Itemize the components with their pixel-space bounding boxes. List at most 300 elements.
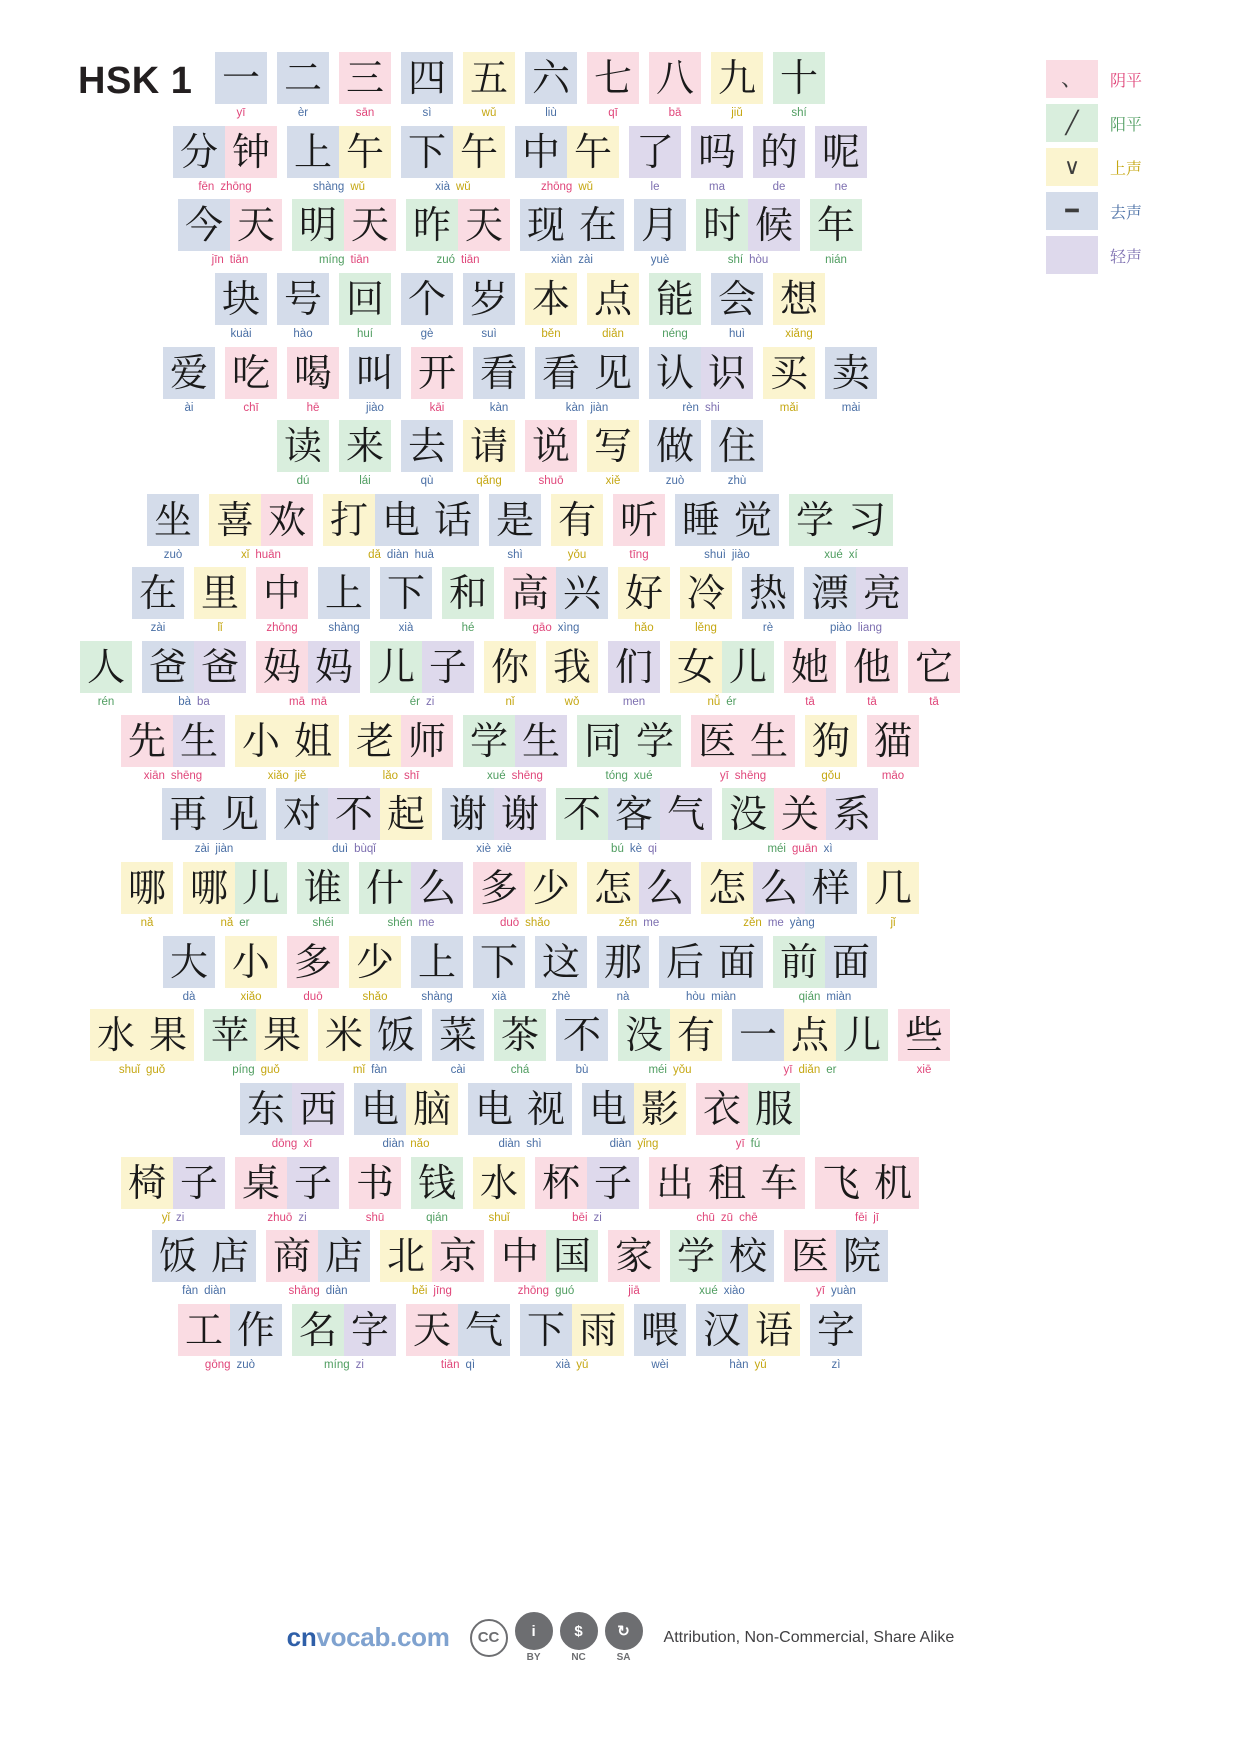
vocab-card[interactable]: [406, 1304, 510, 1372]
vocab-card[interactable]: [867, 715, 919, 783]
hanzi-character: 生: [173, 715, 225, 767]
vocab-card[interactable]: [711, 273, 763, 341]
vocab-card[interactable]: [649, 1157, 805, 1225]
vocab-card[interactable]: [401, 273, 453, 341]
vocab-card[interactable]: [773, 273, 825, 341]
vocab-card[interactable]: [634, 199, 686, 267]
hanzi-character: 见: [587, 347, 639, 399]
pinyin-group: [234, 107, 249, 120]
vocab-card[interactable]: [287, 347, 339, 415]
hanzi-character: 前: [773, 936, 825, 988]
pinyin-syllable: zi: [425, 696, 435, 709]
pinyin-syllable: duō: [303, 990, 323, 1003]
vocab-card[interactable]: [535, 936, 587, 1004]
hanzi-character: 系: [826, 788, 878, 840]
character-group: [680, 567, 732, 619]
vocab-card[interactable]: [463, 420, 515, 488]
vocab-card[interactable]: [147, 494, 199, 562]
vocab-card[interactable]: [473, 347, 525, 415]
vocab-card[interactable]: [173, 126, 277, 194]
character-group: [484, 641, 536, 693]
vocab-card[interactable]: [649, 347, 753, 415]
pinyin-syllable: méi: [767, 843, 786, 856]
vocab-card[interactable]: [722, 788, 878, 856]
pinyin-syllable: shēng: [511, 769, 543, 782]
hanzi-character: 中: [494, 1230, 546, 1282]
character-group: [520, 199, 624, 251]
pinyin-group: [192, 843, 237, 856]
vocab-card[interactable]: [204, 1009, 308, 1077]
hanzi-character: 租: [701, 1157, 753, 1209]
vocab-card[interactable]: [411, 1157, 463, 1225]
pinyin-syllable: bà: [178, 696, 191, 709]
pinyin-syllable: xià: [435, 180, 450, 193]
vocab-card[interactable]: [898, 1009, 950, 1077]
vocab-card[interactable]: [349, 715, 453, 783]
vocab-card[interactable]: [292, 199, 396, 267]
vocab-card[interactable]: [463, 715, 567, 783]
vocab-card[interactable]: [411, 936, 463, 1004]
pinyin-group: [818, 770, 843, 783]
pinyin-group: [380, 1138, 433, 1151]
vocab-card[interactable]: [276, 788, 432, 856]
vocab-card[interactable]: [463, 52, 515, 120]
pinyin-syllable: ér: [409, 696, 420, 709]
hanzi-character: 叫: [349, 347, 401, 399]
vocab-card[interactable]: [349, 936, 401, 1004]
pinyin-syllable: zuó: [436, 254, 455, 267]
character-group: [339, 52, 391, 104]
vocab-card[interactable]: [670, 641, 774, 709]
vocab-card[interactable]: [597, 936, 649, 1004]
vocab-card[interactable]: [401, 52, 453, 120]
vocab-card[interactable]: [649, 420, 701, 488]
hanzi-character: 不: [556, 788, 608, 840]
hanzi-character: 会: [711, 273, 763, 325]
vocab-card[interactable]: [489, 494, 541, 562]
vocab-card[interactable]: [287, 126, 391, 194]
pinyin-syllable: piào: [829, 622, 852, 635]
character-group: [380, 1230, 484, 1282]
vocab-card[interactable]: [318, 567, 370, 635]
vocab-card[interactable]: [292, 1304, 396, 1372]
pinyin-syllable: zhuō: [267, 1211, 293, 1224]
vocab-card[interactable]: [675, 494, 779, 562]
vocab-card[interactable]: [163, 347, 215, 415]
hanzi-character: 有: [670, 1009, 722, 1061]
pinyin-group: [484, 770, 546, 783]
vocab-card[interactable]: [287, 936, 339, 1004]
vocab-card[interactable]: [908, 641, 960, 709]
vocab-card[interactable]: [277, 273, 329, 341]
vocab-card[interactable]: [277, 52, 329, 120]
character-group: [525, 273, 577, 325]
character-group: [634, 1304, 686, 1356]
vocab-card[interactable]: [789, 494, 893, 562]
vocab-card[interactable]: [784, 641, 836, 709]
pinyin-group: [530, 622, 583, 635]
pinyin-syllable: diàn: [382, 1137, 405, 1150]
hanzi-character: 少: [349, 936, 401, 988]
vocab-card[interactable]: [380, 567, 432, 635]
vocab-card[interactable]: [815, 1157, 919, 1225]
pinyin-syllable: yǒu: [672, 1064, 692, 1077]
vocab-card[interactable]: [504, 567, 608, 635]
vocab-card[interactable]: [815, 126, 867, 194]
hanzi-character: 见: [214, 788, 266, 840]
hanzi-character: 没: [722, 788, 774, 840]
vocab-card[interactable]: [215, 273, 267, 341]
character-group: [773, 52, 825, 104]
legend-label: 去声: [1110, 204, 1143, 222]
character-group: [815, 126, 867, 178]
vocab-card[interactable]: [225, 347, 277, 415]
character-group: [670, 641, 774, 693]
vocab-card[interactable]: [323, 494, 479, 562]
pinyin-group: [396, 622, 417, 635]
pinyin-syllable: duì: [332, 843, 349, 856]
vocab-card[interactable]: [680, 567, 732, 635]
vocab-card[interactable]: [339, 52, 391, 120]
pinyin-group: [432, 181, 473, 194]
pinyin-syllable: nǎ: [220, 917, 234, 930]
character-group: [411, 347, 463, 399]
vocab-card[interactable]: [142, 641, 246, 709]
vocab-card[interactable]: [613, 494, 665, 562]
pinyin-syllable: tiān: [350, 254, 370, 267]
vocab-card[interactable]: [442, 788, 546, 856]
vocab-card[interactable]: [535, 1157, 639, 1225]
vocab-card[interactable]: [370, 641, 474, 709]
vocab-card[interactable]: [225, 936, 277, 1004]
tone-mark-icon: [1046, 236, 1098, 274]
vocab-card[interactable]: [235, 1157, 339, 1225]
vocab-card[interactable]: [696, 1083, 800, 1151]
pinyin-syllable: zuò: [236, 1358, 256, 1371]
character-group: [784, 1230, 888, 1282]
pinyin-group: [459, 622, 478, 635]
hanzi-character: 谢: [494, 788, 546, 840]
pinyin-group: [473, 475, 505, 488]
word-row: [0, 126, 1040, 194]
vocab-card[interactable]: [696, 199, 800, 267]
pinyin-group: [608, 843, 660, 856]
pinyin-syllable: tā: [929, 696, 939, 709]
vocab-card[interactable]: [121, 862, 173, 930]
character-group: [520, 1304, 624, 1356]
character-group: [675, 494, 779, 546]
character-group: [473, 936, 525, 988]
pinyin-syllable: kàn: [565, 401, 585, 414]
hanzi-character: 年: [810, 199, 862, 251]
vocab-card[interactable]: [810, 199, 862, 267]
pinyin-group: [648, 1359, 671, 1372]
pinyin-group: [420, 107, 435, 120]
hanzi-character: 爸: [142, 641, 194, 693]
pinyin-group: [489, 991, 510, 1004]
vocab-card[interactable]: [152, 1230, 256, 1298]
by-icon: i: [515, 1612, 553, 1650]
vocab-card[interactable]: [773, 936, 877, 1004]
vocab-card[interactable]: [805, 715, 857, 783]
vocab-card[interactable]: [846, 641, 898, 709]
vocab-card[interactable]: [339, 273, 391, 341]
vocab-card[interactable]: [551, 494, 603, 562]
pinyin-syllable: sān: [355, 107, 375, 119]
vocab-card[interactable]: [515, 126, 619, 194]
vocab-card[interactable]: [696, 1304, 800, 1372]
character-group: [323, 494, 479, 546]
vocab-card[interactable]: [582, 1083, 686, 1151]
vocab-card[interactable]: [587, 420, 639, 488]
pinyin-syllable: guǒ: [145, 1064, 166, 1077]
character-group: [318, 567, 370, 619]
pinyin-group: [229, 1064, 283, 1077]
vocab-card[interactable]: [587, 52, 639, 120]
vocab-card[interactable]: [473, 862, 577, 930]
vocab-card[interactable]: [520, 1304, 624, 1372]
hanzi-character: 医: [691, 715, 743, 767]
vocab-card[interactable]: [494, 1009, 546, 1077]
vocab-card[interactable]: [162, 788, 266, 856]
vocab-card[interactable]: [587, 273, 639, 341]
vocab-card[interactable]: [520, 199, 624, 267]
hanzi-character: 学: [670, 1230, 722, 1282]
vocab-card[interactable]: [742, 567, 794, 635]
hanzi-character: 桌: [235, 1157, 287, 1209]
vocab-card[interactable]: [468, 1083, 572, 1151]
pinyin-syllable: shāng: [288, 1285, 320, 1298]
vocab-card[interactable]: [525, 273, 577, 341]
hanzi-character: 睡: [675, 494, 727, 546]
vocab-card[interactable]: [215, 52, 267, 120]
vocab-card[interactable]: [556, 1009, 608, 1077]
pinyin-group: [503, 696, 518, 709]
pinyin-syllable: huà: [414, 548, 434, 561]
vocab-card[interactable]: [867, 862, 919, 930]
vocab-card[interactable]: [649, 273, 701, 341]
vocab-card[interactable]: [463, 273, 515, 341]
vocab-card[interactable]: [354, 1083, 458, 1151]
nc-icon: $: [560, 1612, 598, 1650]
vocab-card[interactable]: [618, 1009, 722, 1077]
pinyin-group: [227, 328, 254, 341]
vocab-card[interactable]: [121, 1157, 225, 1225]
vocab-card[interactable]: [484, 641, 536, 709]
vocab-card[interactable]: [349, 347, 401, 415]
hanzi-character: 么: [639, 862, 691, 914]
vocab-card[interactable]: [753, 126, 805, 194]
pinyin-syllable: nǚ: [707, 696, 721, 709]
vocab-card[interactable]: [132, 567, 184, 635]
pinyin-group: [726, 328, 748, 341]
vocab-card[interactable]: [401, 420, 453, 488]
vocab-card[interactable]: [546, 641, 598, 709]
vocab-card[interactable]: [349, 1157, 401, 1225]
pinyin-syllable: tā: [867, 696, 877, 709]
vocab-card[interactable]: [618, 567, 670, 635]
vocab-card[interactable]: [256, 641, 360, 709]
vocab-card[interactable]: [406, 199, 510, 267]
vocab-card[interactable]: [535, 347, 639, 415]
vocab-card[interactable]: [359, 862, 463, 930]
vocab-card[interactable]: [178, 1304, 282, 1372]
vocab-card[interactable]: [473, 936, 525, 1004]
vocab-card[interactable]: [380, 1230, 484, 1298]
hanzi-character: 师: [401, 715, 453, 767]
vocab-card[interactable]: [163, 936, 215, 1004]
character-group: [121, 862, 173, 914]
character-group: [846, 641, 898, 693]
vocab-card[interactable]: [587, 862, 691, 930]
pinyin-syllable: jiào: [366, 401, 384, 414]
pinyin-syllable: tiān: [461, 254, 480, 267]
hanzi-character: 来: [339, 420, 391, 472]
pinyin-syllable: shuǐ: [118, 1064, 140, 1077]
character-group: [711, 420, 763, 472]
pinyin-syllable: yǒu: [567, 548, 587, 561]
pinyin-syllable: yī: [719, 769, 729, 782]
pinyin-syllable: qì: [465, 1358, 476, 1371]
hanzi-character: 上: [411, 936, 463, 988]
pinyin-syllable: shì: [526, 1137, 542, 1150]
vocab-card[interactable]: [711, 420, 763, 488]
vocab-card[interactable]: [297, 862, 349, 930]
vocab-card[interactable]: [691, 715, 795, 783]
pinyin-syllable: hǎo: [634, 622, 654, 635]
hanzi-character: 八: [649, 52, 701, 104]
hanzi-character: 的: [753, 126, 805, 178]
vocab-card[interactable]: [773, 52, 825, 120]
pinyin-syllable: wǒ: [564, 696, 580, 709]
vocab-card[interactable]: [763, 347, 815, 415]
vocab-card[interactable]: [256, 567, 308, 635]
pinyin-syllable: zhè: [551, 990, 571, 1003]
vocab-card[interactable]: [178, 199, 282, 267]
vocab-card[interactable]: [525, 52, 577, 120]
hanzi-character: 果: [142, 1009, 194, 1061]
vocab-card[interactable]: [442, 567, 494, 635]
pinyin-group: [294, 475, 313, 488]
vocab-card[interactable]: [277, 420, 329, 488]
vocab-card[interactable]: [401, 126, 505, 194]
pinyin-syllable: shéi: [312, 917, 334, 930]
vocab-card[interactable]: [121, 715, 225, 783]
hanzi-character: 不: [328, 788, 380, 840]
hanzi-character: 人: [80, 641, 132, 693]
pinyin-syllable: jiàn: [590, 401, 609, 414]
vocab-card[interactable]: [629, 126, 681, 194]
vocab-card[interactable]: [670, 1230, 774, 1298]
hanzi-character: 后: [659, 936, 711, 988]
character-group: [256, 567, 308, 619]
character-group: [152, 1230, 256, 1282]
hanzi-character: 习: [841, 494, 893, 546]
character-group: [349, 936, 401, 988]
pinyin-syllable: miàn: [711, 990, 737, 1003]
pinyin-syllable: gè: [420, 327, 434, 340]
brand-logo[interactable]: [287, 1622, 450, 1653]
pinyin-group: [821, 549, 861, 562]
character-group: [463, 420, 515, 472]
vocab-card[interactable]: [556, 788, 712, 856]
hanzi-character: 什: [359, 862, 411, 914]
vocab-card[interactable]: [784, 1230, 888, 1298]
hanzi-character: 飞: [815, 1157, 867, 1209]
vocab-card[interactable]: [804, 567, 908, 635]
vocab-card[interactable]: [525, 420, 577, 488]
pinyin-syllable: zi: [355, 1358, 364, 1371]
pinyin-group: [363, 1212, 388, 1225]
vocab-card[interactable]: [691, 126, 743, 194]
pinyin-syllable: xià: [555, 1358, 571, 1371]
hanzi-character: 读: [277, 420, 329, 472]
vocab-card[interactable]: [183, 862, 287, 930]
vocab-card[interactable]: [473, 1157, 525, 1225]
vocab-card[interactable]: [318, 1009, 422, 1077]
pinyin-group: [159, 1212, 188, 1225]
vocab-card[interactable]: [608, 641, 660, 709]
vocab-card[interactable]: [209, 494, 313, 562]
vocab-card[interactable]: [235, 715, 339, 783]
vocab-card[interactable]: [732, 1009, 888, 1077]
vocab-card[interactable]: [494, 1230, 598, 1298]
vocab-card[interactable]: [194, 567, 246, 635]
pinyin-syllable: liù: [545, 107, 557, 119]
pinyin-group: [645, 1064, 694, 1077]
pinyin-syllable: nǎ: [140, 917, 154, 930]
vocab-card[interactable]: [339, 420, 391, 488]
character-group: [773, 936, 877, 988]
vocab-card[interactable]: [810, 1304, 862, 1372]
pinyin-group: [620, 696, 648, 709]
vocab-card[interactable]: [411, 347, 463, 415]
pinyin-syllable: zěn: [618, 917, 638, 930]
pinyin-group: [363, 402, 387, 415]
legend-label: 轻声: [1110, 248, 1143, 266]
pinyin-group: [238, 549, 284, 562]
vocab-card[interactable]: [649, 52, 701, 120]
hanzi-character: 些: [898, 1009, 950, 1061]
pinyin-syllable: kàn: [489, 401, 509, 414]
vocab-card[interactable]: [608, 1230, 660, 1298]
pinyin-group: [263, 622, 300, 635]
pinyin-syllable: jiě: [294, 769, 307, 782]
vocab-card[interactable]: [634, 1304, 686, 1372]
pinyin-syllable: zì: [831, 1358, 841, 1371]
pinyin-group: [380, 770, 423, 783]
character-group: [225, 347, 277, 399]
vocab-card[interactable]: [711, 52, 763, 120]
character-group: [204, 1009, 308, 1061]
hanzi-character: 先: [121, 715, 173, 767]
vocab-card[interactable]: [825, 347, 877, 415]
hanzi-character: 这: [535, 936, 587, 988]
hanzi-character: 没: [618, 1009, 670, 1061]
vocab-card[interactable]: [240, 1083, 344, 1151]
vocab-card[interactable]: [432, 1009, 484, 1077]
vocab-card[interactable]: [659, 936, 763, 1004]
pinyin-syllable: yǐ: [161, 1211, 170, 1224]
character-group: [696, 1083, 800, 1135]
vocab-card[interactable]: [80, 641, 132, 709]
vocab-card[interactable]: [701, 862, 857, 930]
vocab-card[interactable]: [577, 715, 681, 783]
pinyin-syllable: zhōng: [266, 622, 298, 635]
pinyin-syllable: kè: [629, 843, 642, 856]
vocab-card[interactable]: [90, 1009, 194, 1077]
vocab-card[interactable]: [266, 1230, 370, 1298]
